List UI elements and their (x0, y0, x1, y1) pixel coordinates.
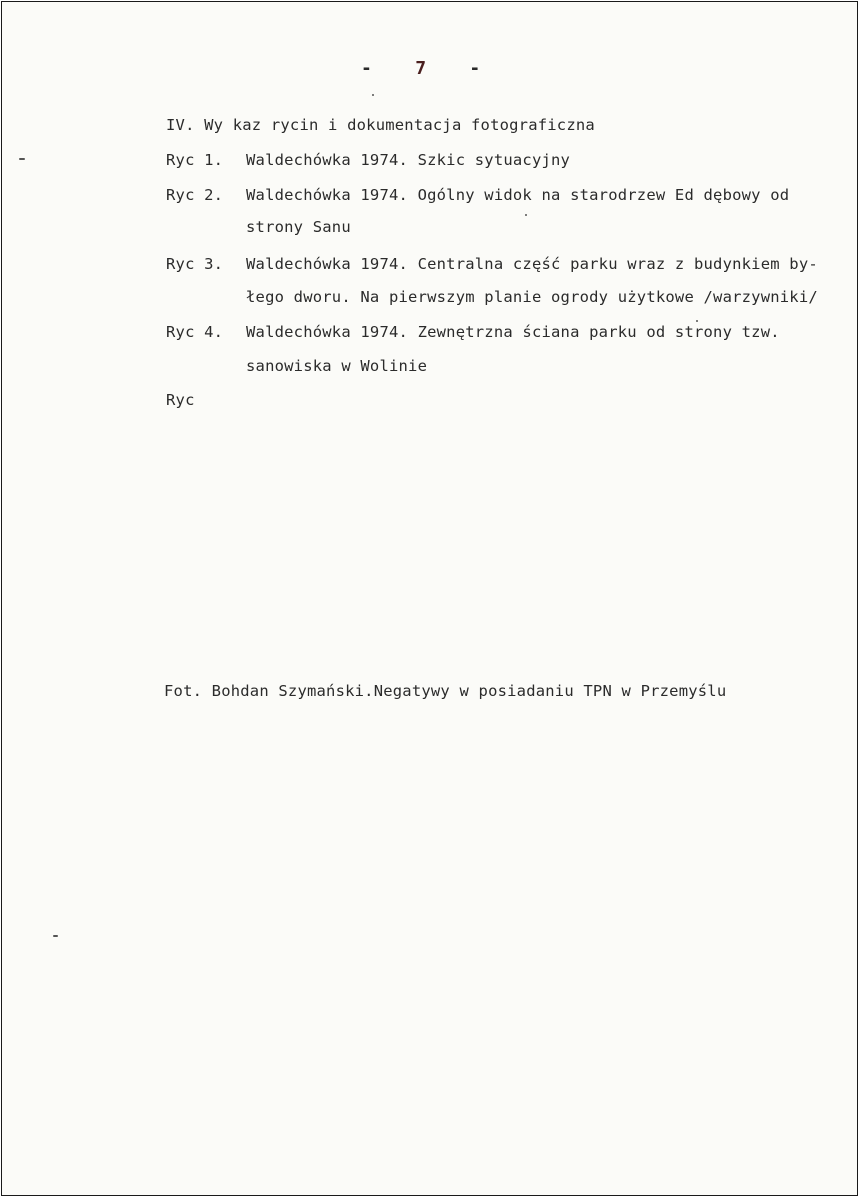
section-heading: IV. Wy kaz rycin i dokumentacja fotograficzna (166, 116, 595, 134)
figure-label-5: Ryc (166, 391, 195, 409)
figure-label-2: Ryc 2. (166, 186, 224, 204)
document-page (1, 1, 858, 1196)
page-number (361, 58, 491, 79)
figure-label-3: Ryc 3. (166, 255, 224, 273)
figure-caption-1-line-1: Waldechówka 1974. Szkic sytuacyjny (246, 151, 571, 169)
figure-caption-4-line-2: sanowiska w Wolinie (246, 357, 428, 375)
paper-speck (525, 214, 527, 216)
figure-caption-3-line-1: Waldechówka 1974. Centralna część parku wraz z budynkiem by- (246, 255, 818, 273)
paper-speck (372, 94, 374, 96)
figure-label-4: Ryc 4. (166, 323, 224, 341)
page-number-dash-right: - (469, 58, 481, 79)
page-number-dash-left: - (361, 58, 372, 79)
paper-speck (19, 158, 25, 160)
figure-caption-3-line-2: łego dworu. Na pierwszym planie ogrody użytkowe /warzywniki/ (246, 288, 818, 306)
figure-label-1: Ryc 1. (166, 151, 224, 169)
figure-caption-4-line-1: Waldechówka 1974. Zewnętrzna ściana parku od strony tzw. (246, 323, 780, 341)
page-number-value: 7 (415, 58, 427, 79)
photo-credit: Fot. Bohdan Szymański.Negatywy w posiadaniu TPN w Przemyślu (164, 682, 727, 700)
figure-caption-2-line-2: strony Sanu (246, 218, 351, 236)
paper-speck (53, 935, 58, 937)
figure-caption-2-line-1: Waldechówka 1974. Ogólny widok na starodrzew Ed dębowy od (246, 186, 790, 204)
paper-speck (696, 320, 698, 322)
